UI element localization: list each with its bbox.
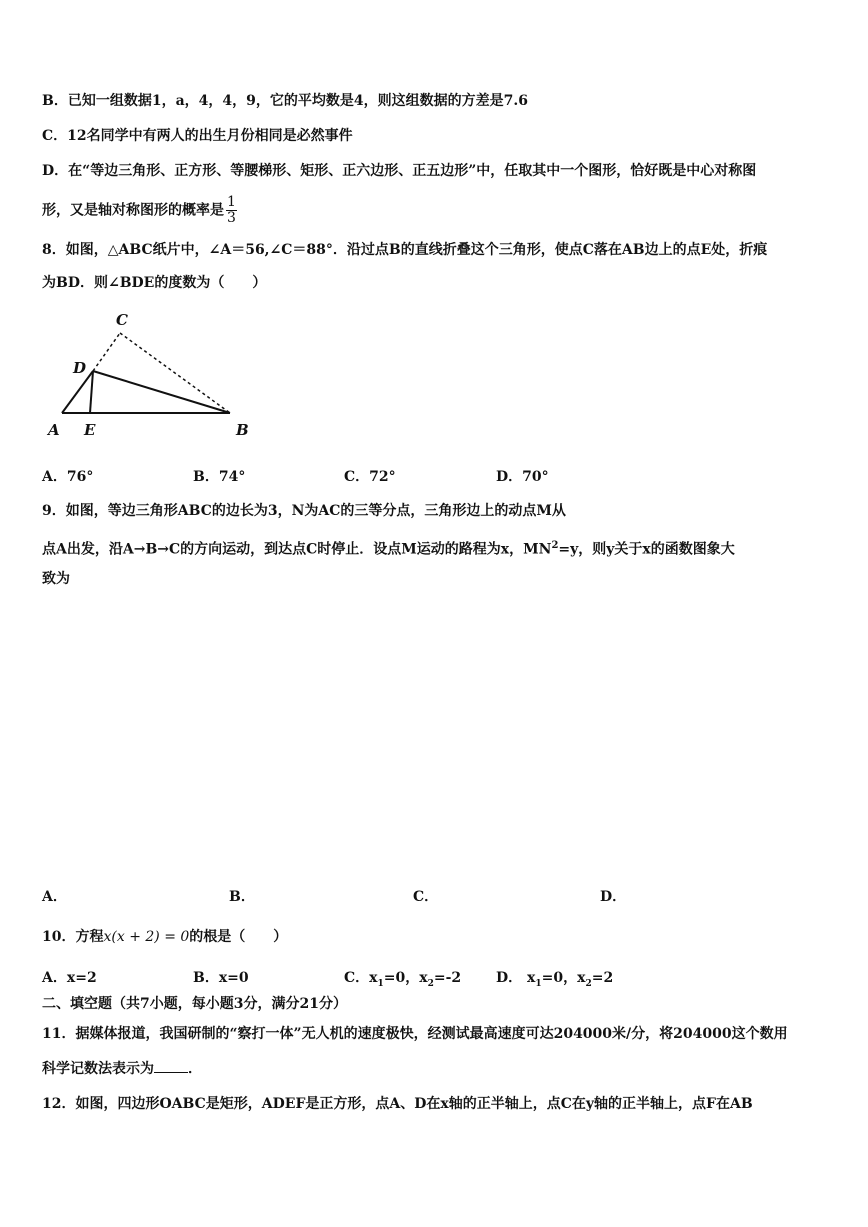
q11-stem-line2 xyxy=(42,1060,202,1078)
q10-option-d xyxy=(496,969,613,993)
q9-option-b: B． xyxy=(229,889,255,905)
q10-equation: x(x + 2) = 0 xyxy=(103,929,190,945)
q7-option-b: B．已知一组数据1，a，4，4，9，它的平均数是4，则这组数据的方差是7.6 xyxy=(42,93,528,109)
q7-option-d-text: 形，又是轴对称图形的概率是 xyxy=(42,202,224,219)
q10-prefix: 10．方程 xyxy=(42,929,104,945)
label-e: E xyxy=(84,421,96,439)
q10-c-sub2: 2 xyxy=(427,978,434,989)
q9-option-a: A． xyxy=(42,889,67,905)
label-c: C xyxy=(116,311,128,329)
q10-option-b: B．x=0 xyxy=(193,970,249,986)
fraction-denominator: 3 xyxy=(227,210,236,226)
q10-d-sub2: 2 xyxy=(585,978,592,989)
q10-stem xyxy=(42,928,287,946)
q7-option-d-line2 xyxy=(42,195,237,226)
q8-stem-line1: 8．如图，△ABC纸片中，∠A＝56,∠C＝88°．沿过点B的直线折叠这个三角形，使点C落在AB边上的点E处，折痕 xyxy=(42,242,768,258)
q8-option-a: A．76° xyxy=(42,469,94,485)
q8-triangle-figure xyxy=(40,305,260,445)
q10-c-part1: C．x xyxy=(344,970,378,986)
label-d: D xyxy=(73,359,87,377)
q9-option-c: C． xyxy=(413,889,439,905)
q9-stem-line1: 9．如图，等边三角形ABC的边长为3，N为AC的三等分点，三角形边上的动点M从 xyxy=(42,503,566,519)
q10-d-part1: D． x xyxy=(496,970,536,986)
q11-line2-text: 科学记数法表示为 xyxy=(42,1061,154,1077)
q9-option-d: D． xyxy=(600,889,627,905)
q10-c-part2: =0，x xyxy=(383,970,428,986)
probability-fraction xyxy=(226,195,237,226)
q7-option-d-line1: D．在“等边三角形、正方形、等腰梯形、矩形、正六边形、正五边形”中，任取其中一个图形，恰好既是中心对称图 xyxy=(42,163,757,179)
q9-stem-line2 xyxy=(42,537,735,559)
q10-option-a: A．x=2 xyxy=(42,970,97,986)
q7-option-c: C．12名同学中有两人的出生月份相同是必然事件 xyxy=(42,128,353,144)
q10-suffix: 的根是（ ） xyxy=(189,929,288,945)
q9-superscript: 2 xyxy=(551,540,559,551)
section-2-heading: 二、填空题（共7小题，每小题3分，满分21分） xyxy=(42,996,347,1012)
label-a: A xyxy=(48,421,60,439)
q9-line2-part1: 点A出发，沿A→B→C的方向运动，到达点C时停止．设点M运动的路程为x，MN xyxy=(42,541,552,558)
segment-db xyxy=(93,371,230,413)
q10-c-part3: =-2 xyxy=(433,970,462,986)
dashed-segment-dc xyxy=(93,333,120,371)
label-b: B xyxy=(236,421,249,439)
fraction-numerator: 1 xyxy=(227,194,236,210)
q10-d-part2: =0，x xyxy=(541,970,586,986)
q10-c-sub1: 1 xyxy=(377,978,384,989)
q10-d-sub1: 1 xyxy=(535,978,542,989)
q11-line2-end: ． xyxy=(188,1061,202,1077)
q10-d-part3: =2 xyxy=(591,970,614,986)
segment-ad xyxy=(62,371,93,413)
q8-option-b: B．74° xyxy=(193,469,246,485)
q10-option-c xyxy=(344,969,461,993)
q9-stem-line3: 致为 xyxy=(42,571,70,587)
q9-line2-part2: =y，则y关于x的函数图象大 xyxy=(558,541,735,558)
segment-de xyxy=(90,371,93,413)
q8-stem-line2: 为BD．则∠BDE的度数为（ ） xyxy=(42,275,267,291)
q11-stem-line1: 11．据媒体报道，我国研制的“察打一体”无人机的速度极快，经测试最高速度可达204000米/分，将204000这个数用 xyxy=(42,1026,788,1042)
q11-answer-blank xyxy=(154,1060,188,1073)
q8-option-c: C．72° xyxy=(344,469,396,485)
q12-stem-line1: 12．如图，四边形OABC是矩形，ADEF是正方形，点A、D在x轴的正半轴上，点C在y轴的正半轴上，点F在AB xyxy=(42,1096,753,1112)
q8-option-d: D．70° xyxy=(496,469,549,485)
dashed-segment-cb xyxy=(120,333,230,413)
